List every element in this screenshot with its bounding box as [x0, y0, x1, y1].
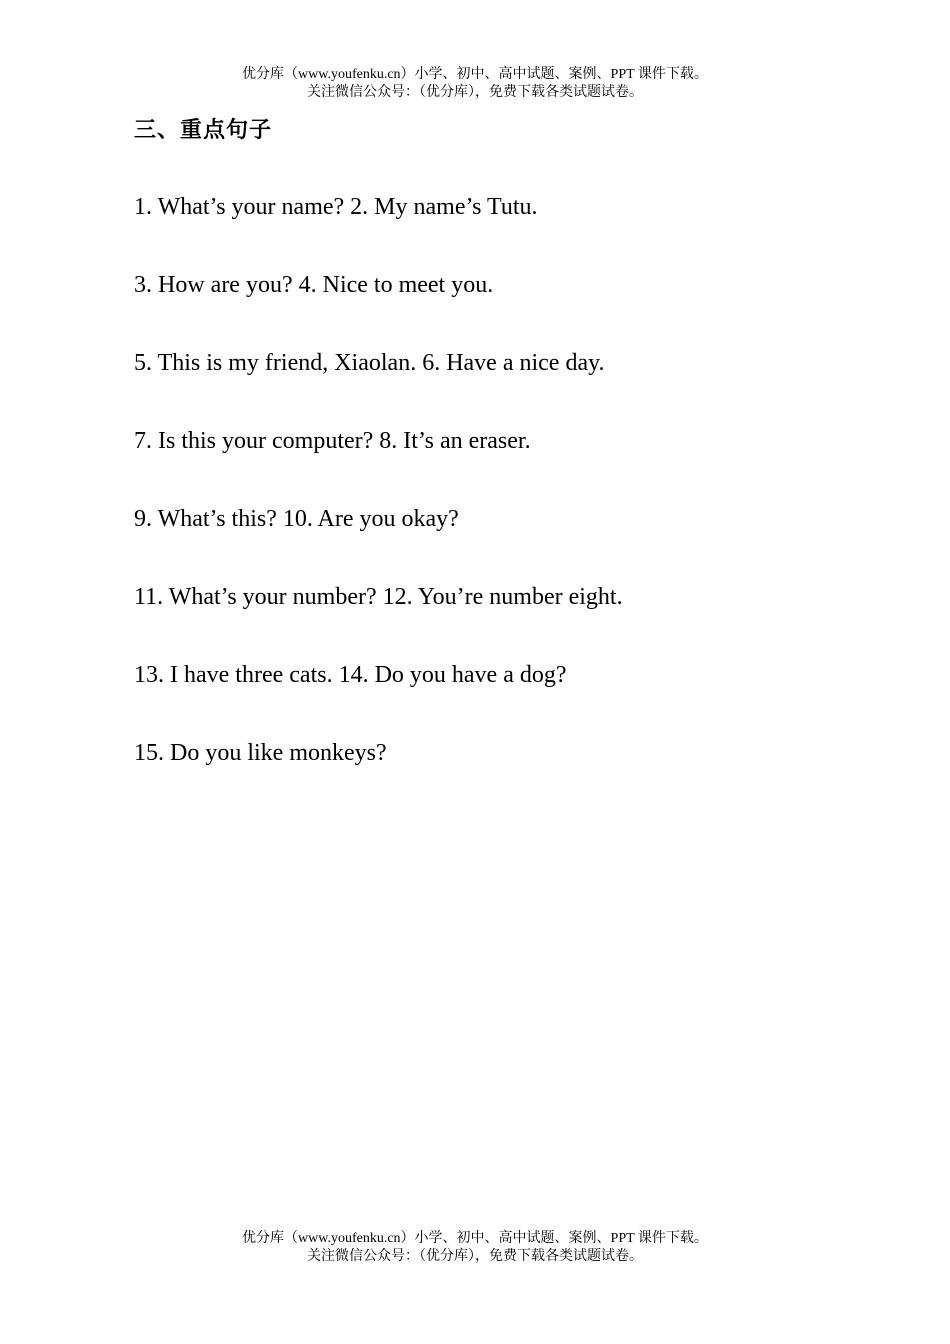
footer-line-2: 关注微信公众号：（优分库），免费下载各类试题试卷。 [307, 1249, 643, 1264]
sentence-line: 1. What’s your name? 2. My name’s Tutu. [134, 194, 538, 220]
footer-line-1: 优分库（www.youfenku.cn）小学、初中、高中试题、案例、PPT 课件下载。 [242, 1231, 708, 1246]
sentence-line: 3. How are you? 4. Nice to meet you. [134, 272, 494, 298]
section-title: 三、重点句子 [134, 118, 273, 143]
sentence-line: 11. What’s your number? 12. You’re number eight. [134, 584, 623, 610]
header-line-2: 关注微信公众号：（优分库），免费下载各类试题试卷。 [307, 85, 643, 100]
page-header [0, 66, 950, 102]
sentence-line: 5. This is my friend, Xiaolan. 6. Have a nice day. [134, 350, 605, 376]
header-line-1: 优分库（www.youfenku.cn）小学、初中、高中试题、案例、PPT 课件下载。 [242, 67, 708, 82]
page-footer [0, 1230, 950, 1266]
key-sentences-list [134, 190, 894, 814]
sentence-line: 13. I have three cats. 14. Do you have a dog? [134, 662, 567, 688]
sentence-line: 15. Do you like monkeys? [134, 740, 387, 766]
sentence-line: 7. Is this your computer? 8. It’s an eraser. [134, 428, 531, 454]
sentence-line: 9. What’s this? 10. Are you okay? [134, 506, 459, 532]
